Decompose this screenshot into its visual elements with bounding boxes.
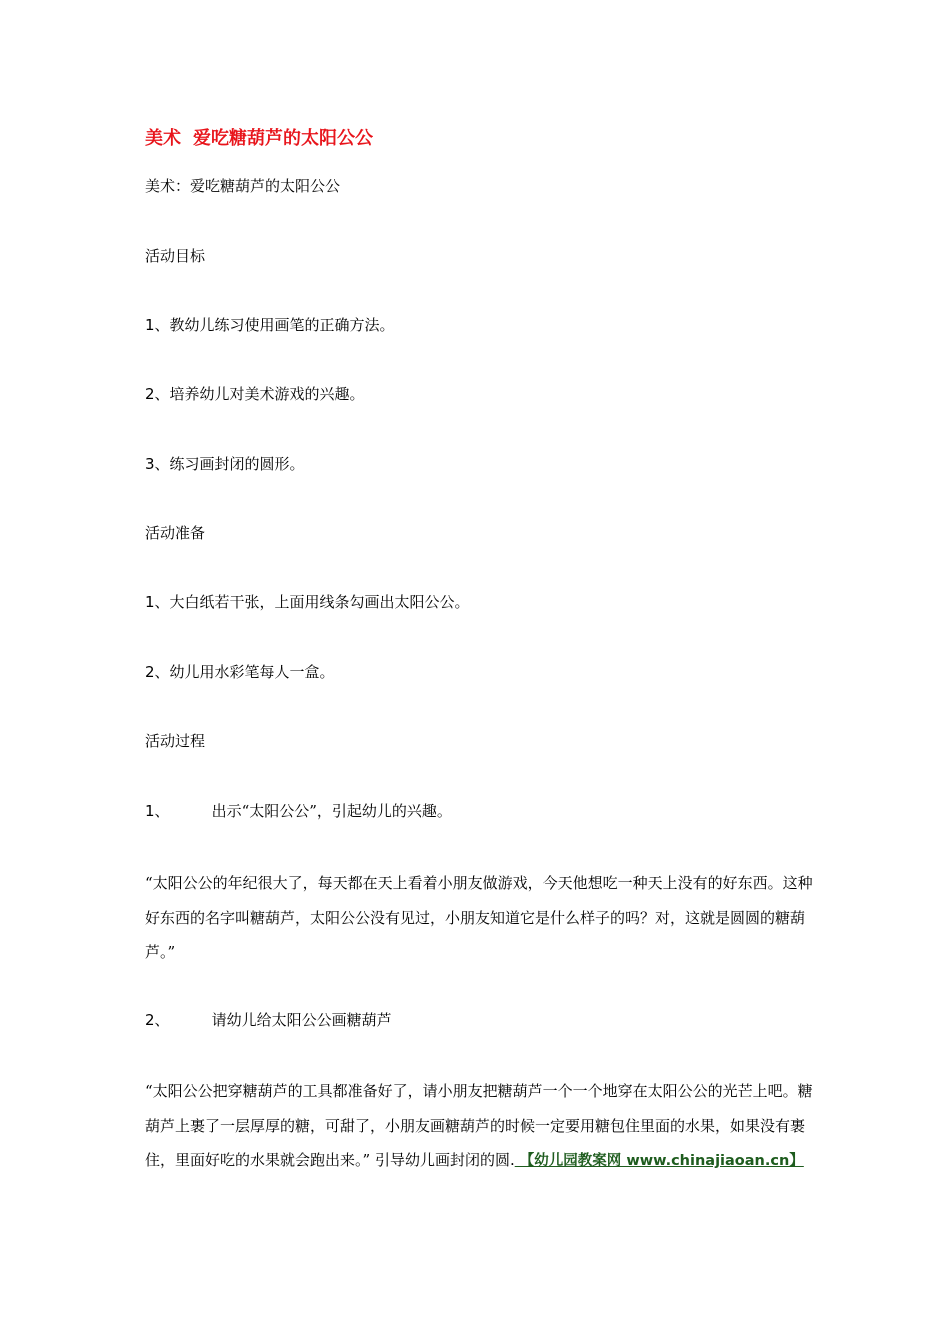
step-number: 2	[145, 1011, 155, 1029]
step-text: 出示“太阳公公”，引起幼儿的兴趣。	[211, 802, 452, 820]
goal-item	[145, 383, 365, 406]
prep-item	[145, 591, 470, 614]
process-step	[145, 800, 452, 823]
document-title	[145, 124, 373, 150]
quote-paragraph: “太阳公公的年纪很大了，每天都在天上看着小朋友做游戏，今天他想吃一种天上没有的好东西。这种好东西的名字叫糖葫芦，太阳公公没有见过，小朋友知道它是什么样子的吗？对，这就是圆圆的糖葫芦。”	[145, 874, 813, 961]
section-heading-prep: 活动准备	[145, 524, 206, 542]
title-name: 爱吃糖葫芦的太阳公公	[193, 128, 373, 149]
process-step	[145, 1009, 392, 1032]
goal-item	[145, 314, 395, 337]
prep-number: 1	[145, 593, 155, 611]
prep-number: 2	[145, 663, 155, 681]
goal-item	[145, 453, 305, 476]
goal-text: 、练习画封闭的圆形。	[154, 455, 305, 473]
section-heading-process: 活动过程	[145, 732, 206, 750]
step-text: 请幼儿给太阳公公画糖葫芦	[211, 1011, 392, 1029]
goal-number: 2	[145, 385, 155, 403]
step-number: 1	[145, 802, 155, 820]
quote-paragraph	[145, 1074, 815, 1179]
step-separator: 、	[154, 1011, 170, 1029]
source-link[interactable]: 【幼儿园教案网 www.chinajiaoan.cn】	[514, 1153, 804, 1169]
prep-item	[145, 661, 335, 684]
quote-text: “太阳公公把穿糖葫芦的工具都准备好了，请小朋友把糖葫芦一个一个地穿在太阳公公的光芒上吧。糖葫芦上裹了一层厚厚的糖，可甜了，小朋友画糖葫芦的时候一定要用糖包住里面的水果，如果没有裹住，里面好吃的水果就会跑出来。” 引导幼儿画封闭的圆.	[145, 1082, 813, 1169]
prep-text: 、幼儿用水彩笔每人一盒。	[154, 663, 335, 681]
goal-number: 3	[145, 455, 155, 473]
subtitle: 美术：爱吃糖葫芦的太阳公公	[145, 177, 341, 195]
goal-number: 1	[145, 316, 155, 334]
section-heading-goals: 活动目标	[145, 247, 206, 265]
prep-text: 、大白纸若干张，上面用线条勾画出太阳公公。	[154, 593, 470, 611]
goal-text: 、教幼儿练习使用画笔的正确方法。	[154, 316, 395, 334]
step-separator: 、	[154, 802, 170, 820]
goal-text: 、培养幼儿对美术游戏的兴趣。	[154, 385, 365, 403]
title-category: 美术	[145, 128, 181, 149]
